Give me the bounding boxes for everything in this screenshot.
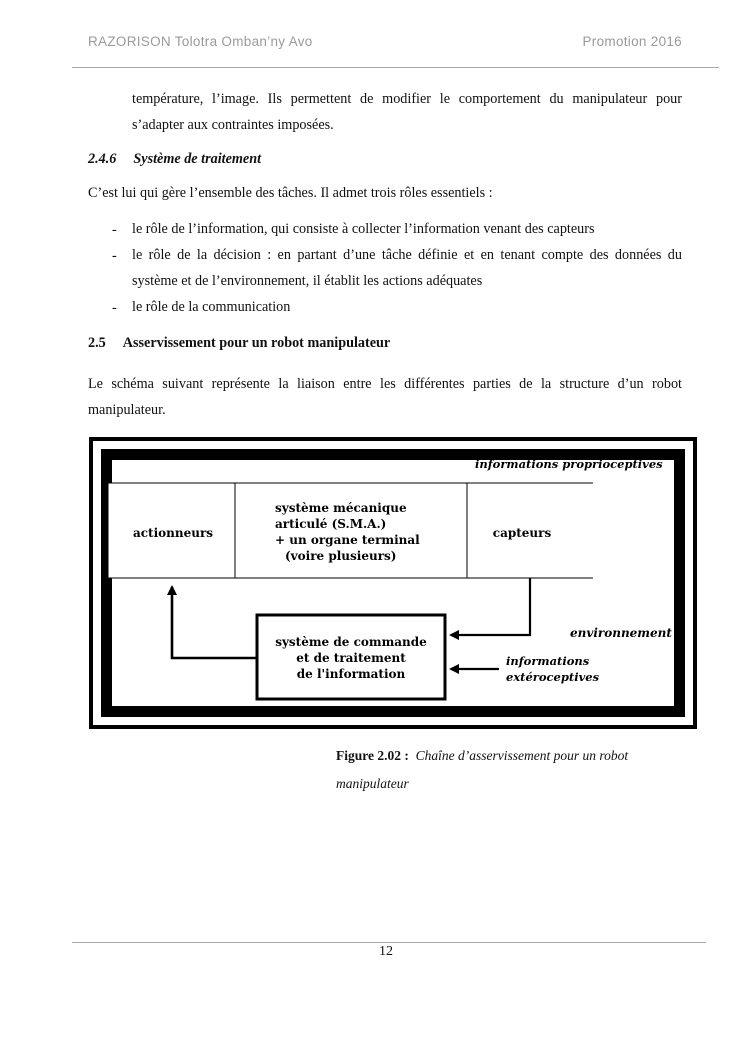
label-proprioceptives: informations proprioceptives (475, 457, 663, 471)
schema-intro-line-2: manipulateur. (88, 402, 166, 418)
bullet-1-dash: - (112, 222, 117, 238)
bullet-2-line-2: système et de l’environnement, il établit les actions adéquates (132, 273, 483, 289)
section-25-number: 2.5 (88, 335, 106, 351)
section-246-number: 2.4.6 (88, 151, 117, 167)
bullet-2-line-1: le rôle de la décision : en partant d’une tâche définie et en tenant compte des données du (132, 247, 682, 263)
sma-line-2: articulé (S.M.A.) (275, 517, 387, 531)
section-25-title: Asservissement pour un robot manipulateur (122, 335, 391, 351)
header-rule (72, 67, 719, 68)
footer-rule (72, 942, 706, 943)
section-25-heading (88, 335, 390, 352)
capteurs-label: capteurs (492, 526, 552, 540)
bullet-3-dash: - (112, 300, 117, 316)
intro-paragraph: C’est lui qui gère l’ensemble des tâches. Il admet trois rôles essentiels : (88, 185, 493, 201)
sma-line-3: + un organe terminal (275, 533, 420, 547)
label-extero-line-1: informations (506, 654, 590, 668)
commande-to-actionneurs-arrow (172, 587, 257, 658)
continued-line-1: température, l’image. Ils permettent de modifier le comportement du manipulateur pour (132, 91, 682, 107)
section-246-heading (88, 151, 261, 168)
schema-intro-line-1: Le schéma suivant représente la liaison entre les différentes parties de la structure d’un robot (88, 376, 682, 392)
header-promotion: Promotion 2016 (582, 34, 682, 49)
bullet-2-dash: - (112, 248, 117, 264)
label-extero-line-2: extéroceptives (506, 670, 600, 684)
header-author: RAZORISON Tolotra Omban’ny Avo (88, 34, 313, 49)
commande-line-3: de l'information (296, 667, 406, 681)
caption-text-line-2: manipulateur (336, 776, 409, 791)
bullet-3-text: le rôle de la communication (132, 299, 291, 315)
section-246-title: Système de traitement (133, 151, 262, 167)
page-number: 12 (379, 944, 393, 959)
caption-figure-label: Figure 2.02 : (336, 748, 409, 763)
caption-text-line-1: Chaîne d’asservissement pour un robot (415, 748, 629, 763)
diagram-svg (89, 437, 697, 729)
sma-line-4: (voire plusieurs) (285, 549, 397, 563)
sma-line-1: système mécanique (275, 501, 407, 515)
figure-caption (336, 742, 676, 798)
page-header (88, 34, 685, 54)
bullet-1-text: le rôle de l’information, qui consiste à collecter l’information venant des capteurs (132, 221, 595, 237)
diagram-frame (89, 437, 697, 729)
commande-line-2: et de traitement (296, 651, 406, 665)
capteurs-to-commande-arrow (451, 578, 530, 635)
label-environnement: environnement (570, 626, 672, 640)
actionneurs-label: actionneurs (132, 526, 214, 540)
commande-line-1: système de commande (275, 635, 427, 649)
continued-line-2: s’adapter aux contraintes imposées. (132, 117, 334, 133)
